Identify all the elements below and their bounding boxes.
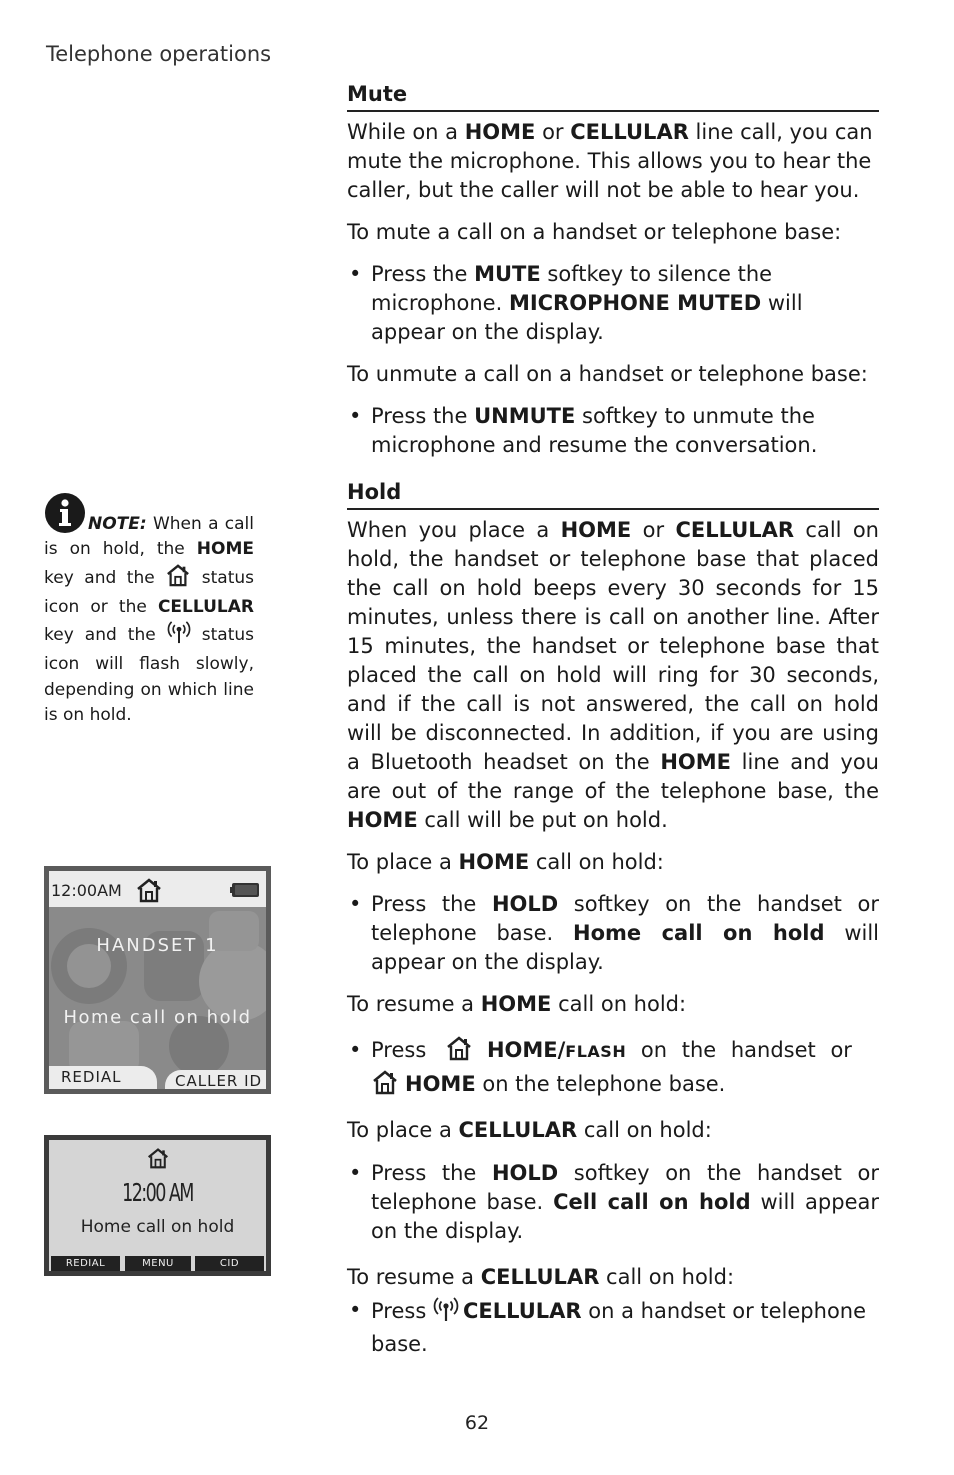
handset-screen <box>44 866 271 1094</box>
home-icon <box>135 877 163 907</box>
to-mute-text: To mute a call on a handset or telephone base: <box>347 220 842 244</box>
base-menu-softkey[interactable]: MENU <box>125 1256 191 1271</box>
redial-softkey[interactable]: REDIAL <box>49 1066 157 1089</box>
place-cell-text: To place a CELLULAR call on hold: <box>347 1118 712 1142</box>
page-number: 62 <box>464 1412 490 1434</box>
mute-bullet: • Press the MUTE softkey to silence the microphone. MICROPHONE MUTED will appear on the display. <box>349 262 803 344</box>
home-icon <box>371 1069 399 1103</box>
unmute-bullet: • Press the UNMUTE softkey to unmute the microphone and resume the conversation. <box>349 404 818 457</box>
hold-intro: When you place a HOME or CELLULAR call on hold, the handset or telephone base that placed the call on hold beeps every 30 seconds for 15 minutes, unless there is call on another line. After 15 minutes, the handset or telephone base that placed the call on hold will ring for 30 seconds, and if the call is not answered, the call on hold will be disconnected. In addition, if you are using a Bluetooth headset on the HOME line and you are out of the range of the telephone base, the HOME call will be put on hold. <box>347 518 879 832</box>
base-status: Home call on hold <box>80 1217 235 1237</box>
base-redial-softkey[interactable]: REDIAL <box>51 1256 120 1271</box>
battery-icon <box>230 882 260 902</box>
place-home-bullet: • Press the HOLD softkey on the handset or telephone base. Home call on hold will appear on the display. <box>349 892 879 974</box>
handset-status: Home call on hold <box>63 1007 252 1028</box>
mute-intro: While on a HOME or CELLULAR line call, you can mute the microphone. This allows you to hear the caller, but the caller will not be able to hear you. <box>347 120 873 202</box>
home-icon <box>146 1147 170 1173</box>
place-home-text: To place a HOME call on hold: <box>347 850 664 874</box>
cellular-icon <box>433 1296 459 1330</box>
caller-id-softkey[interactable]: CALLER ID <box>165 1070 266 1089</box>
note-box: NOTE: When a call is on hold, the HOME key and the status icon or the CELLULAR key and the status icon will flash slowly, depending on which line is on hold. <box>44 490 254 728</box>
place-cell-bullet: • Press the HOLD softkey on the handset or telephone base. Cell call on hold will appear on the display. <box>349 1161 879 1243</box>
main-column <box>347 80 879 1372</box>
section-header: Telephone operations <box>46 42 272 66</box>
base-screen <box>44 1135 271 1276</box>
mute-title: Mute <box>347 80 879 112</box>
home-icon <box>445 1035 473 1069</box>
info-icon <box>44 492 86 534</box>
handset-name: HANDSET 1 <box>96 935 219 956</box>
handset-time: 12:00AM <box>51 881 122 900</box>
resume-home-text: To resume a HOME call on hold: <box>347 992 687 1016</box>
home-icon <box>165 563 191 595</box>
hold-title: Hold <box>347 478 879 510</box>
resume-cell-text: To resume a CELLULAR call on hold: <box>347 1265 735 1289</box>
base-cid-softkey[interactable]: CID <box>195 1256 264 1271</box>
resume-cell-bullet: • Press CELLULAR on a handset or telephone base. <box>349 1298 867 1356</box>
base-time: 12:00 AM <box>122 1178 193 1207</box>
cellular-icon <box>167 620 191 652</box>
resume-home-bullet: • Press HOME/FLASH on the handset or HOME on the telephone base. <box>347 1035 879 1103</box>
to-unmute-text: To unmute a call on a handset or telephone base: <box>347 362 868 386</box>
